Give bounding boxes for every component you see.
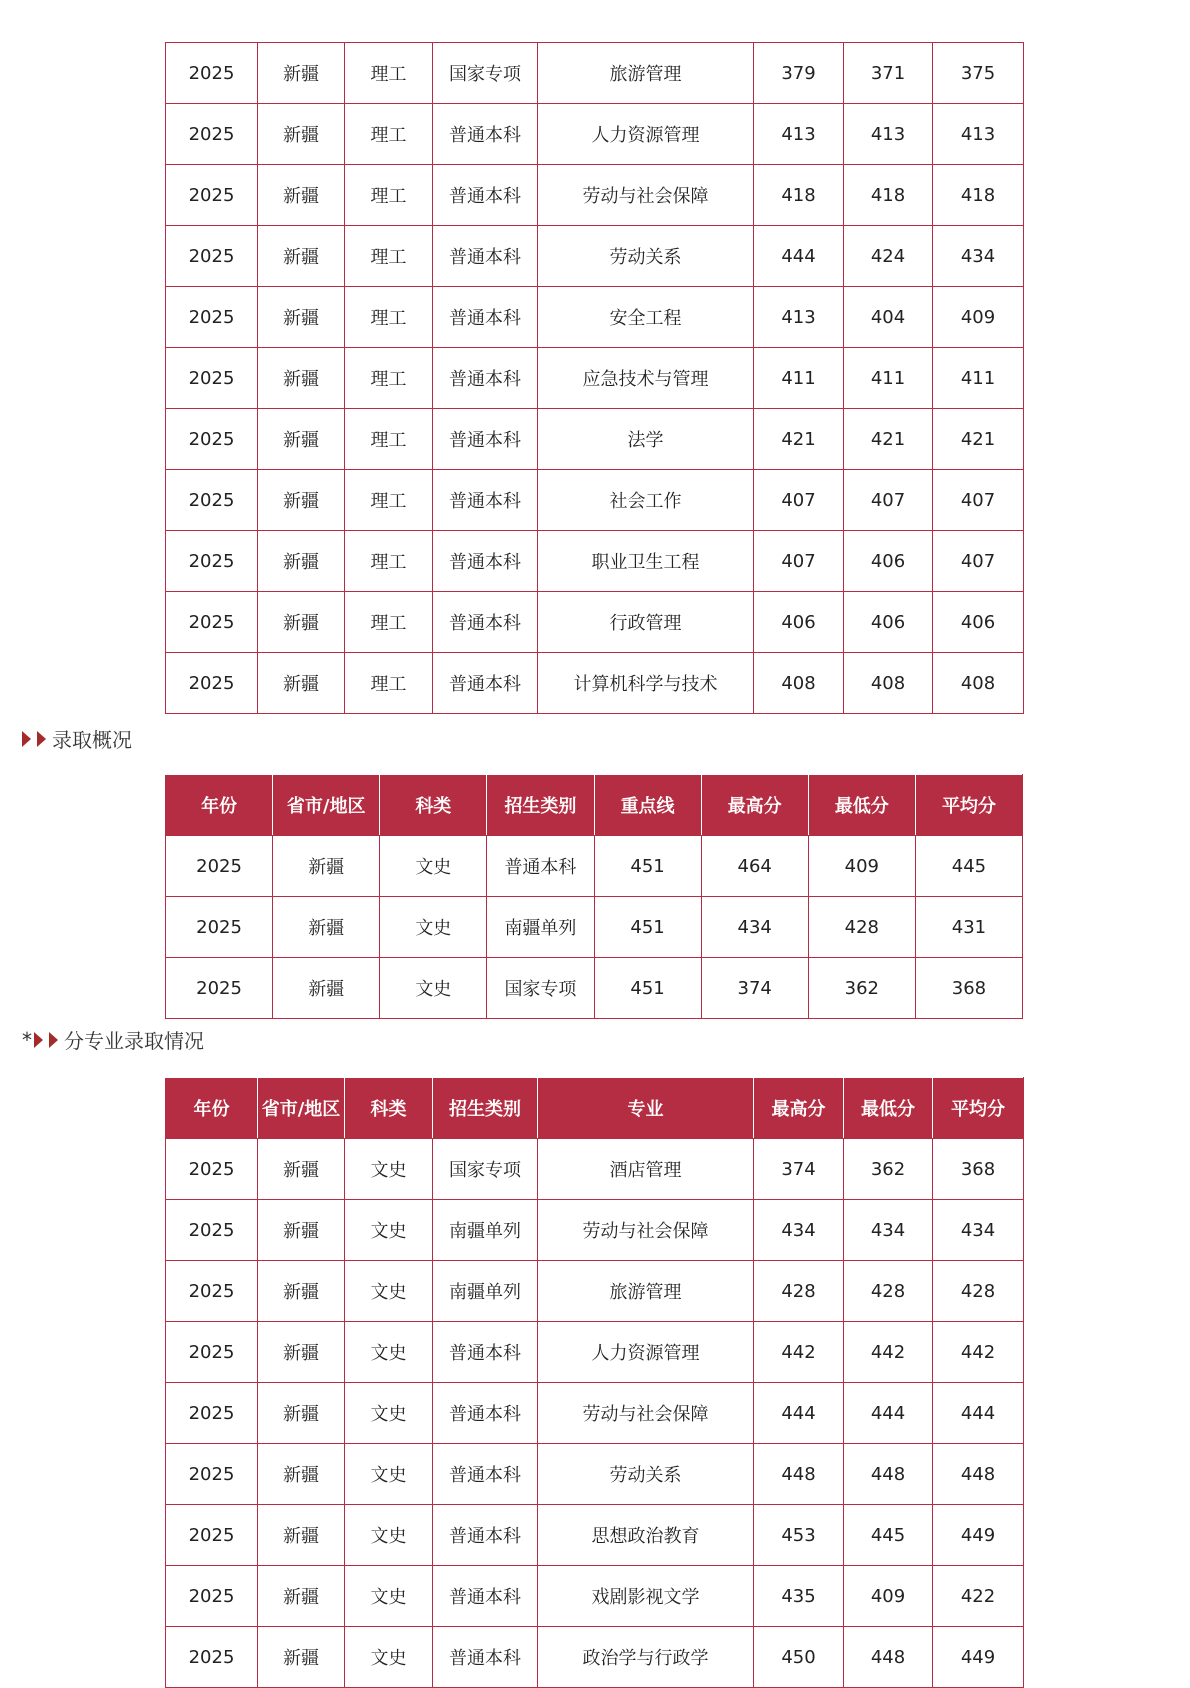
table-cell: 2025 [166,287,258,348]
table-cell: 362 [844,1139,933,1200]
major-scores-table-liberal-arts [165,1077,1024,1688]
table-cell: 新疆 [258,1444,345,1505]
table-cell: 新疆 [258,409,345,470]
table-cell: 408 [933,653,1024,714]
table-cell: 南疆单列 [433,1261,538,1322]
column-header: 平均分 [915,775,1022,836]
table-cell: 普通本科 [433,592,538,653]
table-cell: 普通本科 [433,1444,538,1505]
column-header: 最低分 [844,1078,933,1139]
table-cell: 379 [754,43,844,104]
table-row [166,1505,1024,1566]
column-header: 招生类别 [433,1078,538,1139]
table-cell: 413 [844,104,933,165]
table-cell: 文史 [345,1200,433,1261]
table-cell: 普通本科 [433,226,538,287]
table-cell: 普通本科 [433,348,538,409]
table-cell: 文史 [380,836,487,897]
table-cell: 人力资源管理 [538,1322,754,1383]
table-cell: 434 [933,226,1024,287]
column-header: 最高分 [754,1078,844,1139]
table-cell: 464 [701,836,808,897]
table-cell: 434 [701,897,808,958]
table-cell: 2025 [166,1383,258,1444]
table-cell: 新疆 [258,531,345,592]
table-cell: 普通本科 [433,1383,538,1444]
table-cell: 新疆 [258,653,345,714]
column-header: 重点线 [594,775,701,836]
table-cell: 普通本科 [433,1627,538,1688]
table-cell: 劳动与社会保障 [538,1383,754,1444]
triangle-icon [37,731,46,747]
table-cell: 411 [754,348,844,409]
table-row [166,1200,1024,1261]
table-cell: 普通本科 [433,104,538,165]
table-cell: 421 [844,409,933,470]
table-row [166,470,1024,531]
table-cell: 2025 [166,531,258,592]
table-cell: 新疆 [258,1566,345,1627]
table-cell: 普通本科 [487,836,594,897]
table-cell: 普通本科 [433,1322,538,1383]
table-cell: 新疆 [258,104,345,165]
table-cell: 酒店管理 [538,1139,754,1200]
table-cell: 422 [933,1566,1024,1627]
section-heading-admission-overview: 录取概况 [22,724,132,753]
table-row [166,287,1024,348]
table-cell: 444 [844,1383,933,1444]
table-row [166,1627,1024,1688]
table-row [166,226,1024,287]
table-cell: 劳动关系 [538,1444,754,1505]
column-header: 年份 [166,775,273,836]
table-cell: 劳动与社会保障 [538,165,754,226]
table-cell: 2025 [166,1322,258,1383]
table-cell: 国家专项 [433,43,538,104]
table-cell: 行政管理 [538,592,754,653]
table-cell: 理工 [345,226,433,287]
table-row [166,409,1024,470]
table-cell: 428 [933,1261,1024,1322]
table-cell: 新疆 [258,470,345,531]
table-row [166,1139,1024,1200]
table-cell: 新疆 [258,1383,345,1444]
table-row [166,653,1024,714]
table-cell: 新疆 [273,897,380,958]
table-cell: 思想政治教育 [538,1505,754,1566]
table-cell: 428 [754,1261,844,1322]
triangle-icon [34,1032,43,1048]
table-cell: 2025 [166,653,258,714]
table-cell: 新疆 [258,1139,345,1200]
column-header: 专业 [538,1078,754,1139]
table-cell: 444 [933,1383,1024,1444]
table-cell: 新疆 [258,1322,345,1383]
column-header: 科类 [380,775,487,836]
table-cell: 新疆 [258,1505,345,1566]
table-cell: 450 [754,1627,844,1688]
table-cell: 新疆 [258,1200,345,1261]
table-cell: 文史 [345,1566,433,1627]
table-cell: 362 [808,958,915,1019]
table-cell: 文史 [345,1505,433,1566]
table-cell: 2025 [166,470,258,531]
table-cell: 451 [594,958,701,1019]
table-cell: 新疆 [258,1261,345,1322]
table-cell: 406 [754,592,844,653]
table-cell: 文史 [345,1322,433,1383]
table-row [166,1383,1024,1444]
table-cell: 文史 [345,1261,433,1322]
column-header: 年份 [166,1078,258,1139]
table-cell: 371 [844,43,933,104]
table-cell: 南疆单列 [487,897,594,958]
table-row [166,958,1023,1019]
table-cell: 2025 [166,409,258,470]
table-cell: 文史 [345,1383,433,1444]
table-cell: 424 [844,226,933,287]
table-row [166,348,1024,409]
table-cell: 旅游管理 [538,1261,754,1322]
table-cell: 理工 [345,409,433,470]
table-cell: 453 [754,1505,844,1566]
table-cell: 普通本科 [433,1566,538,1627]
table-cell: 445 [915,836,1022,897]
table-cell: 文史 [345,1627,433,1688]
table-cell: 国家专项 [487,958,594,1019]
table-cell: 2025 [166,1627,258,1688]
table-cell: 理工 [345,653,433,714]
table-cell: 408 [844,653,933,714]
table-cell: 418 [844,165,933,226]
table-cell: 2025 [166,1139,258,1200]
table-row [166,1444,1024,1505]
table-cell: 人力资源管理 [538,104,754,165]
table-cell: 407 [844,470,933,531]
table-row [166,531,1024,592]
column-header: 招生类别 [487,775,594,836]
table-cell: 新疆 [273,836,380,897]
table-cell: 404 [844,287,933,348]
table-cell: 2025 [166,1444,258,1505]
table-cell: 戏剧影视文学 [538,1566,754,1627]
table-cell: 普通本科 [433,1505,538,1566]
table-cell: 375 [933,43,1024,104]
table-cell: 435 [754,1566,844,1627]
column-header: 科类 [345,1078,433,1139]
table-cell: 文史 [345,1139,433,1200]
table-cell: 434 [754,1200,844,1261]
table-row [166,43,1024,104]
table-cell: 448 [754,1444,844,1505]
table-cell: 434 [933,1200,1024,1261]
table-cell: 职业卫生工程 [538,531,754,592]
table-cell: 374 [754,1139,844,1200]
table-cell: 448 [844,1444,933,1505]
table-cell: 文史 [345,1444,433,1505]
table-cell: 451 [594,897,701,958]
table-cell: 政治学与行政学 [538,1627,754,1688]
table-cell: 445 [844,1505,933,1566]
table-cell: 408 [754,653,844,714]
table-cell: 411 [844,348,933,409]
table-cell: 社会工作 [538,470,754,531]
triangle-icon [22,731,31,747]
table-cell: 新疆 [258,348,345,409]
table-cell: 406 [844,531,933,592]
table-cell: 普通本科 [433,409,538,470]
table-row [166,1566,1024,1627]
column-header: 平均分 [933,1078,1024,1139]
table-cell: 407 [754,470,844,531]
table-row [166,836,1023,897]
table-cell: 2025 [166,1566,258,1627]
table-cell: 431 [915,897,1022,958]
table-cell: 南疆单列 [433,1200,538,1261]
table-row [166,897,1023,958]
table-cell: 法学 [538,409,754,470]
major-scores-table-science [165,42,1024,714]
table-cell: 442 [933,1322,1024,1383]
table-cell: 劳动关系 [538,226,754,287]
table-cell: 418 [754,165,844,226]
table-cell: 理工 [345,104,433,165]
table-cell: 442 [754,1322,844,1383]
table-cell: 旅游管理 [538,43,754,104]
table-cell: 劳动与社会保障 [538,1200,754,1261]
table-cell: 理工 [345,43,433,104]
table-cell: 406 [933,592,1024,653]
table-cell: 新疆 [258,43,345,104]
table-cell: 国家专项 [433,1139,538,1200]
table-cell: 2025 [166,165,258,226]
table-cell: 2025 [166,226,258,287]
triangle-icon [49,1032,58,1048]
table-cell: 计算机科学与技术 [538,653,754,714]
table-cell: 448 [844,1627,933,1688]
column-header: 最高分 [701,775,808,836]
table-cell: 2025 [166,43,258,104]
table-cell: 普通本科 [433,470,538,531]
table-cell: 428 [844,1261,933,1322]
table-cell: 434 [844,1200,933,1261]
table-cell: 451 [594,836,701,897]
table-cell: 421 [754,409,844,470]
table-cell: 2025 [166,958,273,1019]
table-cell: 新疆 [273,958,380,1019]
table-row [166,165,1024,226]
table-cell: 407 [933,531,1024,592]
column-header: 省市/地区 [258,1078,345,1139]
table-row [166,1261,1024,1322]
table-cell: 428 [808,897,915,958]
table-cell: 普通本科 [433,287,538,348]
table-cell: 理工 [345,165,433,226]
table-cell: 2025 [166,1505,258,1566]
table-cell: 407 [933,470,1024,531]
table-cell: 409 [933,287,1024,348]
table-cell: 文史 [380,958,487,1019]
table-row [166,592,1024,653]
table-cell: 2025 [166,348,258,409]
table-cell: 普通本科 [433,165,538,226]
table-cell: 新疆 [258,226,345,287]
table-cell: 421 [933,409,1024,470]
section-heading-major-admission: * 分专业录取情况 [22,1027,204,1053]
table-cell: 2025 [166,592,258,653]
table-cell: 418 [933,165,1024,226]
table-cell: 理工 [345,470,433,531]
admission-overview-table [165,774,1023,1019]
table-cell: 理工 [345,348,433,409]
table-cell: 411 [933,348,1024,409]
column-header: 最低分 [808,775,915,836]
table-cell: 2025 [166,1200,258,1261]
table-cell: 理工 [345,592,433,653]
table-cell: 448 [933,1444,1024,1505]
table-cell: 理工 [345,287,433,348]
table-cell: 374 [701,958,808,1019]
table-cell: 407 [754,531,844,592]
table-cell: 413 [754,287,844,348]
table-cell: 406 [844,592,933,653]
table-cell: 理工 [345,531,433,592]
table-cell: 新疆 [258,287,345,348]
table-cell: 442 [844,1322,933,1383]
table-row [166,104,1024,165]
column-header: 省市/地区 [273,775,380,836]
table-cell: 368 [915,958,1022,1019]
table-cell: 2025 [166,836,273,897]
table-cell: 413 [933,104,1024,165]
table-cell: 文史 [380,897,487,958]
table-cell: 普通本科 [433,531,538,592]
table-cell: 449 [933,1505,1024,1566]
table-cell: 368 [933,1139,1024,1200]
table-cell: 409 [808,836,915,897]
table-cell: 安全工程 [538,287,754,348]
table-cell: 449 [933,1627,1024,1688]
table-cell: 2025 [166,897,273,958]
table-cell: 新疆 [258,592,345,653]
table-cell: 444 [754,1383,844,1444]
table-cell: 2025 [166,104,258,165]
table-cell: 444 [754,226,844,287]
table-cell: 409 [844,1566,933,1627]
table-cell: 新疆 [258,1627,345,1688]
table-cell: 普通本科 [433,653,538,714]
table-row [166,1322,1024,1383]
table-cell: 413 [754,104,844,165]
table-cell: 2025 [166,1261,258,1322]
table-cell: 应急技术与管理 [538,348,754,409]
table-cell: 新疆 [258,165,345,226]
